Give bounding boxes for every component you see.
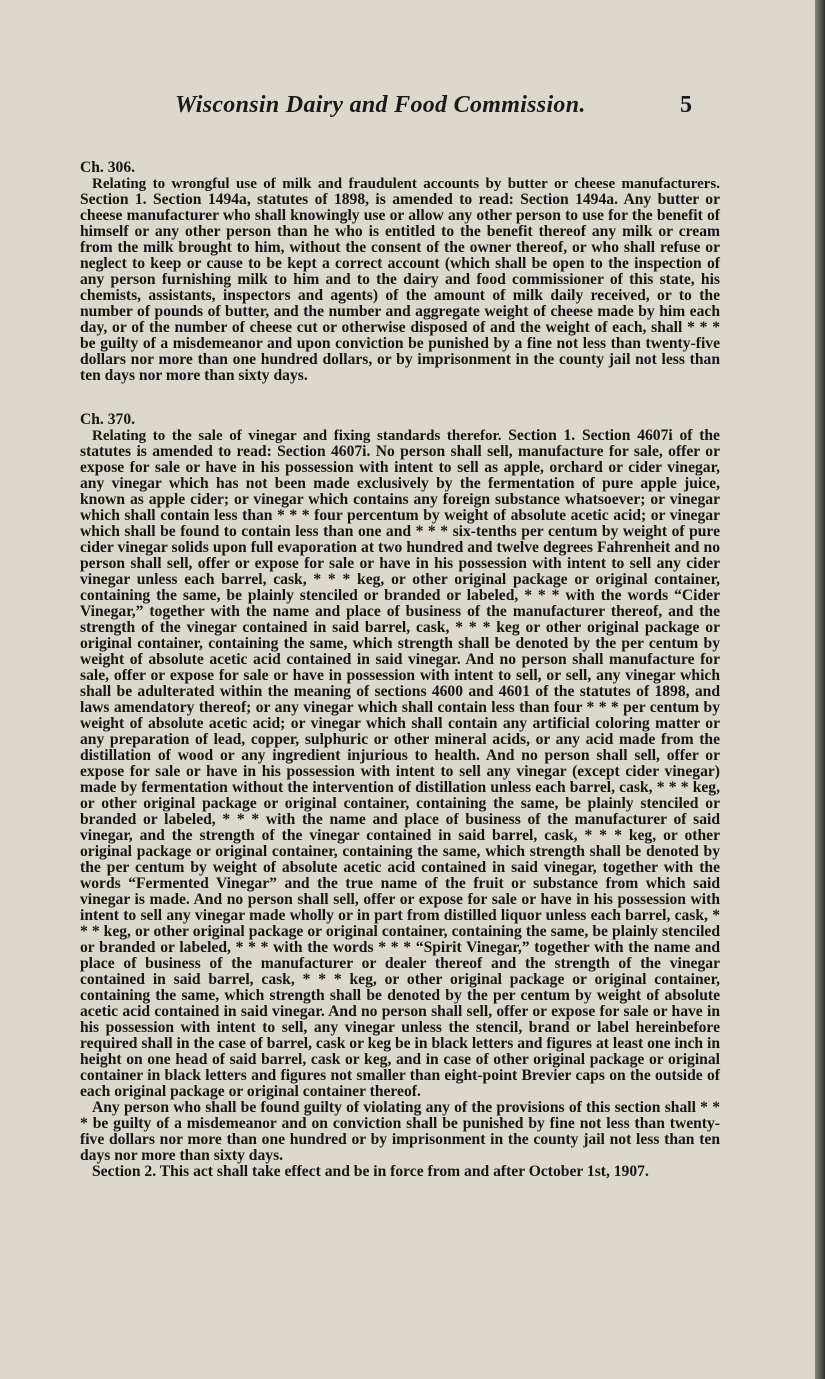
chapter-body: Section 1. Section 4607i of the statutes is amended to read: Section 4607i. No person shall sell, manufacture for sale, offer or expose for sale or have in his possession with intent to sell as apple, orchard or cider vinegar, any vinegar which has not been made exclusively by the fermentation of pure apple juice, known as apple cider; or vinegar which contains any foreign substance whatsoever; or vinegar which shall contain less than * * * four percentum by weight of absolute acetic acid; or vinegar which shall be found to contain less than one and * * * six-tenths per centum by weight of pure cider vinegar solids upon full evaporation at two hundred and twelve degrees Fahrenheit and no person shall sell, offer or expose for sale or have in his possession with intent to sell any cider vinegar unless each barrel, cask, * * * keg, or other original package or original container, containing the same, be plainly stenciled or branded or labeled, * * * with the words “Cider Vinegar,” together with the name and place of business of the manufacturer thereof, and the strength of the vinegar contained in said barrel, cask, * * * keg or other original package or original container, containing the same, which strength shall be denoted by the per centum by weight of absolute acetic acid contained in said vinegar. And no person shall manufacture for sale, offer or expose for sale or have in possession with intent to sell, or sell, any vinegar which shall be adulterated within the meaning of sections 4600 and 4601 of the statutes of 1898, and laws amendatory thereof; or any vinegar which shall contain less than four * * * per centum by weight of absolute acetic acid; or vinegar which shall contain any artificial coloring matter or any preparation of lead, copper, sulphuric or other mineral acids, or any acid made from the distillation of wood or any ingredient injurious to health. And no person shall sell, offer or expose for sale or have in his possession with intent to sell any vinegar (except cider vinegar) made by fermentation without the intervention of distillation unless each barrel, cask, * * * keg, or other original package or original container, containing the same, be plainly stenciled or branded or labeled, * * * with the name and place of business of the manufacturer of said vinegar, and the strength of the vinegar contained in said barrel, cask, * * * keg, or other original package or original container, containing the same, which strength shall be denoted by the per centum by weight of absolute acetic acid contained in said vinegar, together with the words “Fermented Vinegar” and the true name of the fruit or substance from which said vinegar is made. And no person shall sell, offer or expose for sale or have in his possession with intent to sell any vinegar made wholly or in part from distilled liquor unless each barrel, cask, * * * keg, or other original package or original container, containing the same, be plainly stenciled or branded or labeled, * * * with the words * * * “Spirit Vinegar,” together with the name and place of business of the manufacturer or dealer thereof and the strength of the vinegar contained in said barrel, cask, * * * keg, or other original package or original container, containing the same, which strength shall be denoted by the per centum by weight of absolute acetic acid contained in said vinegar. And no person shall sell, offer or expose for sale or have in his possession with intent to sell, any vinegar unless the stencil, brand or label hereinbefore required shall in the case of barrel, cask or keg be in black letters and figures at least one inch in height on one head of said barrel, cask or keg, and in case of other original package or original container in black letters and figures not smaller than eight-point Brevier caps on the outside of each original package or original container thereof. [80,427,720,1100]
chapter-paragraph [80,428,720,1100]
chapter-306 [80,160,720,384]
chapter-body: Section 1. Section 1494a, statutes of 1898, is amended to read: Section 1494a. Any butter or cheese manufacturer who shall knowingly use or allow any other person to use for the benefit of himself or any other person than he who is entitled to the benefit thereof any milk or cream from the milk brought to him, without the consent of the owner thereof, or who shall refuse or neglect to keep or cause to be kept a correct account (which shall be open to the inspection of any person furnishing milk to him and to the dairy and food commissioner of this state, his chemists, assistants, inspectors and agents) of the amount of milk daily received, or to the number of pounds of butter, and the number and aggregate weight of cheese made by him each day, or of the number of cheese cut or otherwise disposed of and the weight of each, shall * * * be guilty of a misdemeanor and upon conviction be punished by a fine not less than twenty-five dollars nor more than one hundred dollars, or by imprisonment in the county jail not less than ten days nor more than sixty days. [80,191,720,384]
chapter-title: Relating to the sale of vinegar and fixing standards therefor. [92,428,502,444]
chapter-number: Ch. 370. [80,411,136,428]
chapter-paragraph [80,176,720,384]
section-2-paragraph: Section 2. This act shall take effect and be in force from and after October 1st, 1907. [92,1163,649,1180]
chapter-370 [80,412,720,1180]
penalty-paragraph: Any person who shall be found guilty of violating any of the provisions of this section shall * * * be guilty of a misdemeanor and on conviction shall be punished by fine not less than twenty-five dollars nor more than one hundred or by imprisonment in the county jail not less than ten days nor more than sixty days. [80,1099,720,1164]
page-edge-shadow [815,0,825,1379]
running-header: Wisconsin Dairy and Food Commission. [175,92,586,118]
chapter-title: Relating to wrongful use of milk and fraudulent accounts by butter or cheese manufacturers. [92,176,720,192]
page-number: 5 [680,92,692,118]
chapter-number: Ch. 306. [80,159,136,176]
